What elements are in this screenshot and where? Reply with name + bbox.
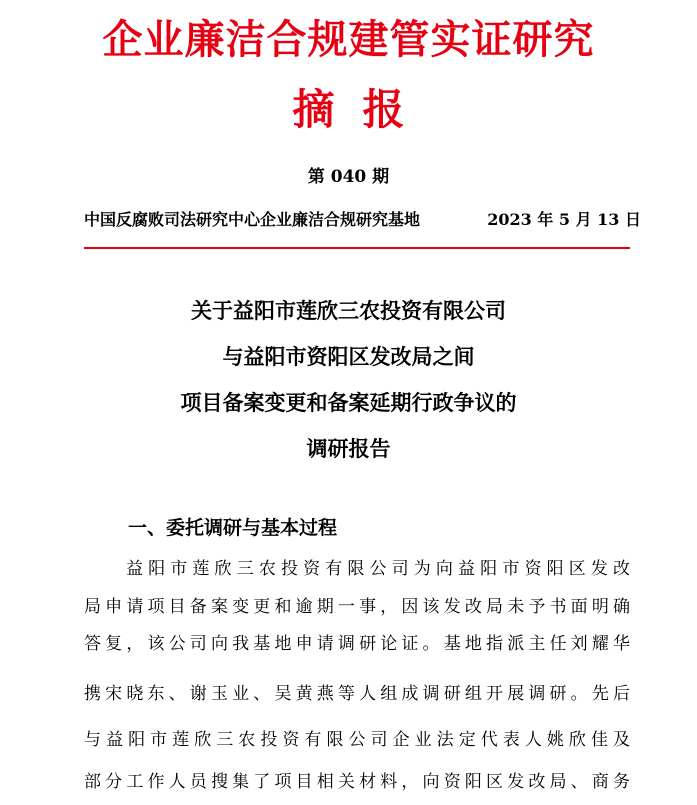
paragraph-line: 益阳市莲欣三农投资有限公司为向益阳市资阳区发改 — [126, 559, 630, 579]
publisher-org: 中国反腐败司法研究中心企业廉洁合规研究基地 — [84, 210, 421, 229]
publish-date: 2023 年 5 月 13 日 — [487, 210, 641, 229]
publisher-line — [84, 208, 641, 232]
masthead-title: 企业廉洁合规建管实证研究 — [102, 16, 595, 63]
paragraph-line: 部分工作人员搜集了项目相关材料，向资阳区发改局、商务 — [84, 772, 630, 792]
paragraph-line: 与益阳市莲欣三农投资有限公司企业法定代表人姚欣佳及 — [84, 730, 630, 750]
red-divider — [84, 247, 630, 249]
issue-number: 第 040 期 — [307, 167, 390, 187]
paragraph-line: 携宋晓东、谢玉业、吴黄燕等人组成调研组开展调研。先后 — [84, 684, 630, 704]
report-title — [0, 294, 697, 478]
section-heading: 一、委托调研与基本过程 — [128, 517, 338, 539]
paragraph-line: 局申请项目备案变更和逾期一事，因该发改局未予书面明确 — [84, 597, 630, 617]
paragraph-line: 答复，该公司向我基地申请调研论证。基地指派主任刘耀华 — [84, 634, 630, 654]
report-title-line: 与益阳市资阳区发改局之间 — [222, 344, 475, 369]
report-title-line: 关于益阳市莲欣三农投资有限公司 — [191, 298, 506, 323]
masthead-subtitle: 摘报 — [292, 85, 433, 134]
report-title-line: 调研报告 — [306, 436, 391, 461]
report-title-line: 项目备案变更和备案延期行政争议的 — [180, 390, 517, 415]
